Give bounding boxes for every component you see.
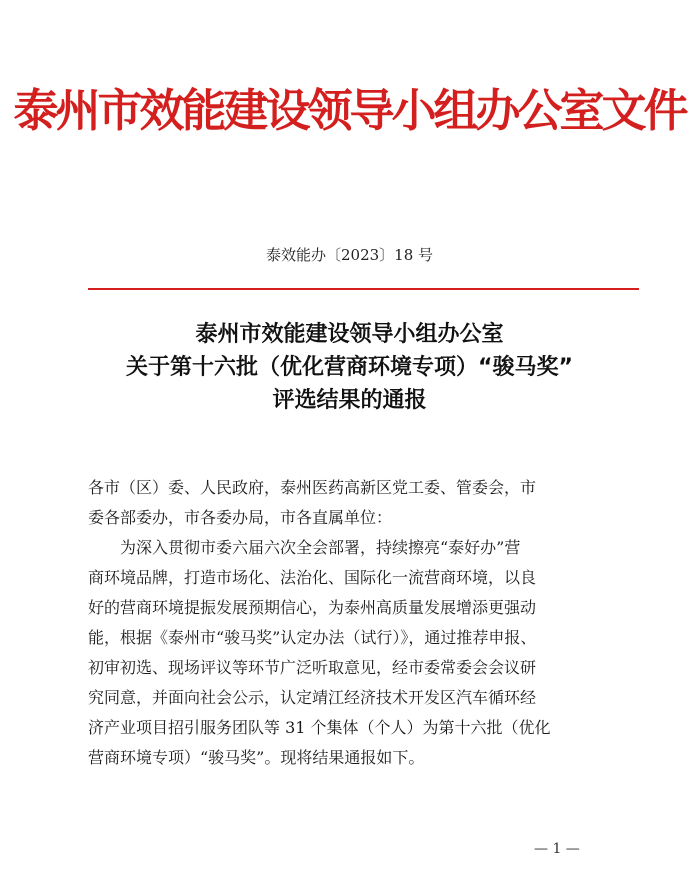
- recipients-block: [88, 473, 648, 533]
- body-line: 初审初选、现场评议等环节广泛听取意见，经市委常委会会议研: [88, 658, 537, 677]
- body-line: 为深入贯彻市委六届六次全会部署，持续擦亮“泰好办”营: [88, 538, 521, 557]
- title-line-2: 关于第十六批（优化营商环境专项）“骏马奖”: [126, 355, 573, 380]
- title-line-3: 评选结果的通报: [272, 388, 427, 413]
- body-line: 好的营商环境提振发展预期信心，为泰州高质量发展增添更强动: [88, 598, 537, 617]
- body-line: 究同意，并面向社会公示，认定靖江经济技术开发区汽车循环经: [88, 688, 537, 707]
- red-divider-line: [88, 288, 639, 290]
- page-number: — 1 —: [534, 841, 580, 857]
- body-paragraph: [88, 533, 648, 773]
- body-line: 能，根据《泰州市“骏马奖”认定办法（试行）》，通过推荐申报、: [88, 628, 537, 647]
- title-line-1: 泰州市效能建设领导小组办公室: [195, 322, 504, 347]
- body-line: 济产业项目招引服务团队等 31 个集体（个人）为第十六批（优化: [88, 718, 551, 737]
- body-line: 商环境品牌，打造市场化、法治化、国际化一流营商环境，以良: [88, 568, 537, 587]
- document-title: [0, 318, 699, 417]
- document-number: 泰效能办〔2023〕18 号: [265, 246, 434, 264]
- recipients-line-1: 各市（区）委、人民政府，泰州医药高新区党工委、管委会，市: [88, 478, 537, 497]
- body-line: 营商环境专项）“骏马奖”。现将结果通报如下。: [88, 748, 425, 767]
- recipients-line-2: 委各部委办，市各委办局，市各直属单位：: [88, 508, 393, 527]
- document-masthead: 泰州市效能建设领导小组办公室文件: [13, 84, 686, 137]
